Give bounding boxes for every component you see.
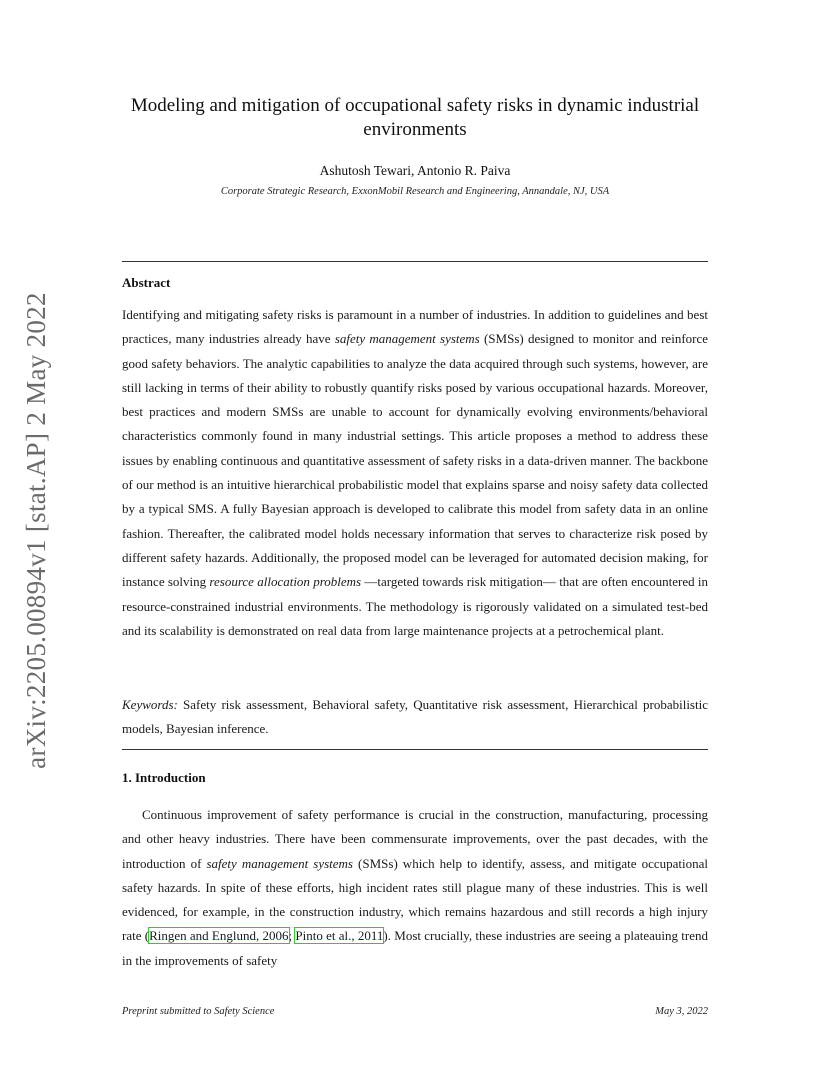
keywords-text: Safety risk assessment, Behavioral safety, Quantitative risk assessment, Hierarchical probabilistic models, Bayesian inference. (122, 697, 708, 737)
paper-title: Modeling and mitigation of occupational safety risks in dynamic industrial environments (130, 95, 700, 140)
abstract-top-rule (122, 261, 708, 262)
abstract-emphasis: resource allocation problems (209, 574, 362, 590)
introduction-heading: 1. Introduction (122, 770, 206, 785)
arxiv-identifier-stamp (15, 290, 57, 770)
intro-text-part: Continuous improvement of safety performance is crucial in the construction, manufacturing, processing and other heavy industries. There have been commensurate improvements, over the past decades, with the introduction of (122, 807, 708, 871)
abstract-bottom-rule (122, 749, 708, 750)
footer-submission-note: Preprint submitted to Safety Science (122, 1006, 275, 1017)
abstract-heading: Abstract (122, 275, 171, 290)
keywords-label: Keywords: (122, 697, 178, 712)
citation-link-pinto[interactable]: Pinto et al., 2011 (295, 928, 384, 944)
citation-separator: ; (288, 928, 296, 944)
keywords-block (122, 693, 708, 742)
intro-text-part: ). Most crucially, these industries are seeing a plateauing trend in the improvements of safety (122, 928, 708, 968)
abstract-text-part: —targeted towards risk mitigation— that are often encountered in resource-constrained industrial environments. The methodology is rigorously validated on a simulated test-bed and its scalability is demonstrated on real data from large maintenance projects at a petrochemical plant. (122, 574, 708, 638)
citation-link-ringen-englund[interactable]: Ringen and Englund, 2006 (149, 928, 289, 944)
intro-emphasis: safety management systems (206, 855, 353, 871)
abstract-text-part: Identifying and mitigating safety risks is paramount in a number of industries. In addition to guidelines and best practices, many industries already have (122, 307, 708, 347)
abstract-body (122, 303, 708, 643)
introduction-body (122, 803, 708, 973)
footer-date: May 3, 2022 (655, 1006, 708, 1017)
abstract-emphasis: safety management systems (334, 331, 480, 347)
intro-text-part: (SMSs) which help to identify, assess, and mitigate occupational safety hazards. In spite of these efforts, high incident rates still plague many of these industries. This is well evidenced, for example, in the construction industry, which remains hazardous and still records a high injury rate ( (122, 855, 708, 944)
author-list: Ashutosh Tewari, Antonio R. Paiva (319, 163, 511, 178)
author-affiliation: Corporate Strategic Research, ExxonMobil Research and Engineering, Annandale, NJ, USA (220, 186, 610, 197)
arxiv-identifier-text: arXiv:2205.00894v1 [stat.AP] 2 May 2022 (20, 291, 51, 769)
abstract-text-part: (SMSs) designed to monitor and reinforce good safety behaviors. The analytic capabilities to analyze the data acquired through such systems, however, are still lacking in terms of their ability to robustly quantify risks posed by various occupational hazards. Moreover, best practices and modern SMSs are unable to account for dynamically evolving environments/behavioral characteristics commonly found in many industrial settings. This article proposes a method to address these issues by enabling continuous and quantitative assessment of safety risks in a data-driven manner. The backbone of our method is an intuitive hierarchical probabilistic model that explains sparse and noisy safety data collected by a typical SMS. A fully Bayesian approach is developed to calibrate this model from safety data in an online fashion. Thereafter, the calibrated model holds necessary information that serves to characterize risk posed by different safety hazards. Additionally, the proposed model can be leveraged for automated decision making, for instance solving (122, 331, 709, 590)
